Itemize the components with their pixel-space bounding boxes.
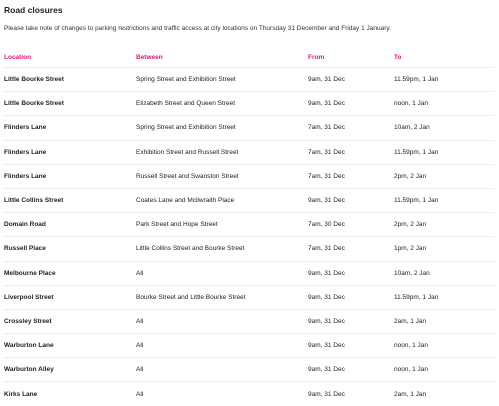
table-row: [4, 140, 495, 164]
table-row: [4, 285, 495, 309]
table-row: [4, 116, 495, 140]
cell-location: Little Bourke Street: [4, 92, 136, 116]
table-header-row: [4, 47, 495, 68]
table-row: [4, 382, 495, 406]
cell-from: 7am, 31 Dec: [308, 116, 394, 140]
table-row: [4, 334, 495, 358]
cell-from: 9am, 31 Dec: [308, 334, 394, 358]
cell-between: Little Collins Street and Bourke Street: [136, 237, 308, 261]
cell-to: 11.59pm, 1 Jan: [394, 285, 495, 309]
cell-location: Flinders Lane: [4, 164, 136, 188]
cell-between: All: [136, 334, 308, 358]
cell-to: noon, 1 Jan: [394, 92, 495, 116]
cell-between: All: [136, 358, 308, 382]
cell-from: 9am, 31 Dec: [308, 358, 394, 382]
table-row: [4, 68, 495, 92]
cell-location: Little Bourke Street: [4, 68, 136, 92]
page-title: Road closures: [4, 5, 63, 15]
cell-between: Russell Street and Swanston Street: [136, 164, 308, 188]
cell-to: 11.59pm, 1 Jan: [394, 188, 495, 212]
column-header-between: Between: [136, 53, 163, 61]
cell-location: Kirks Lane: [4, 382, 136, 406]
table-row: [4, 213, 495, 237]
intro-text: Please take note of changes to parking restrictions and traffic access at city locations on Thursday 31 December and Friday 1 January.: [4, 25, 391, 32]
column-header-location: Location: [4, 53, 32, 61]
table-body: [4, 68, 495, 406]
cell-from: 7am, 31 Dec: [308, 140, 394, 164]
table-row: [4, 92, 495, 116]
cell-from: 9am, 31 Dec: [308, 261, 394, 285]
cell-location: Flinders Lane: [4, 116, 136, 140]
cell-between: Coates Lane and Mcilwraith Place: [136, 188, 308, 212]
cell-location: Flinders Lane: [4, 140, 136, 164]
cell-location: Liverpool Street: [4, 285, 136, 309]
cell-to: 11.59pm, 1 Jan: [394, 68, 495, 92]
cell-to: 1pm, 2 Jan: [394, 237, 495, 261]
cell-between: Bourke Street and Little Bourke Street: [136, 285, 308, 309]
table-row: [4, 358, 495, 382]
cell-to: noon, 1 Jan: [394, 358, 495, 382]
cell-between: Elizabeth Street and Queen Street: [136, 92, 308, 116]
table-row: [4, 309, 495, 333]
cell-from: 7am, 30 Dec: [308, 213, 394, 237]
cell-between: All: [136, 382, 308, 406]
cell-between: Exhibition Street and Russell Street: [136, 140, 308, 164]
cell-between: Spring Street and Exhibition Street: [136, 68, 308, 92]
table-row: [4, 188, 495, 212]
cell-to: 2am, 1 Jan: [394, 382, 495, 406]
cell-location: Little Collins Street: [4, 188, 136, 212]
road-closures-table: [4, 47, 495, 406]
column-header-from: From: [308, 53, 325, 61]
column-header-to: To: [394, 53, 402, 61]
cell-location: Crossley Street: [4, 309, 136, 333]
table-row: [4, 237, 495, 261]
cell-between: Spring Street and Exhibition Street: [136, 116, 308, 140]
cell-location: Domain Road: [4, 213, 136, 237]
cell-to: 10am, 2 Jan: [394, 261, 495, 285]
cell-from: 9am, 31 Dec: [308, 382, 394, 406]
cell-from: 7am, 31 Dec: [308, 164, 394, 188]
cell-to: noon, 1 Jan: [394, 334, 495, 358]
cell-location: Russell Place: [4, 237, 136, 261]
cell-location: Melbourne Place: [4, 261, 136, 285]
cell-from: 9am, 31 Dec: [308, 68, 394, 92]
cell-from: 9am, 31 Dec: [308, 92, 394, 116]
table-row: [4, 164, 495, 188]
table-row: [4, 261, 495, 285]
cell-between: All: [136, 261, 308, 285]
cell-from: 9am, 31 Dec: [308, 285, 394, 309]
cell-between: Park Street and Hope Street: [136, 213, 308, 237]
cell-between: All: [136, 309, 308, 333]
cell-to: 2pm, 2 Jan: [394, 213, 495, 237]
cell-to: 11.59pm, 1 Jan: [394, 140, 495, 164]
cell-to: 2am, 1 Jan: [394, 309, 495, 333]
cell-to: 10am, 2 Jan: [394, 116, 495, 140]
cell-location: Warburton Lane: [4, 334, 136, 358]
cell-to: 2pm, 2 Jan: [394, 164, 495, 188]
cell-from: 9am, 31 Dec: [308, 309, 394, 333]
cell-from: 7am, 31 Dec: [308, 237, 394, 261]
cell-location: Warburton Alley: [4, 358, 136, 382]
cell-from: 9am, 31 Dec: [308, 188, 394, 212]
